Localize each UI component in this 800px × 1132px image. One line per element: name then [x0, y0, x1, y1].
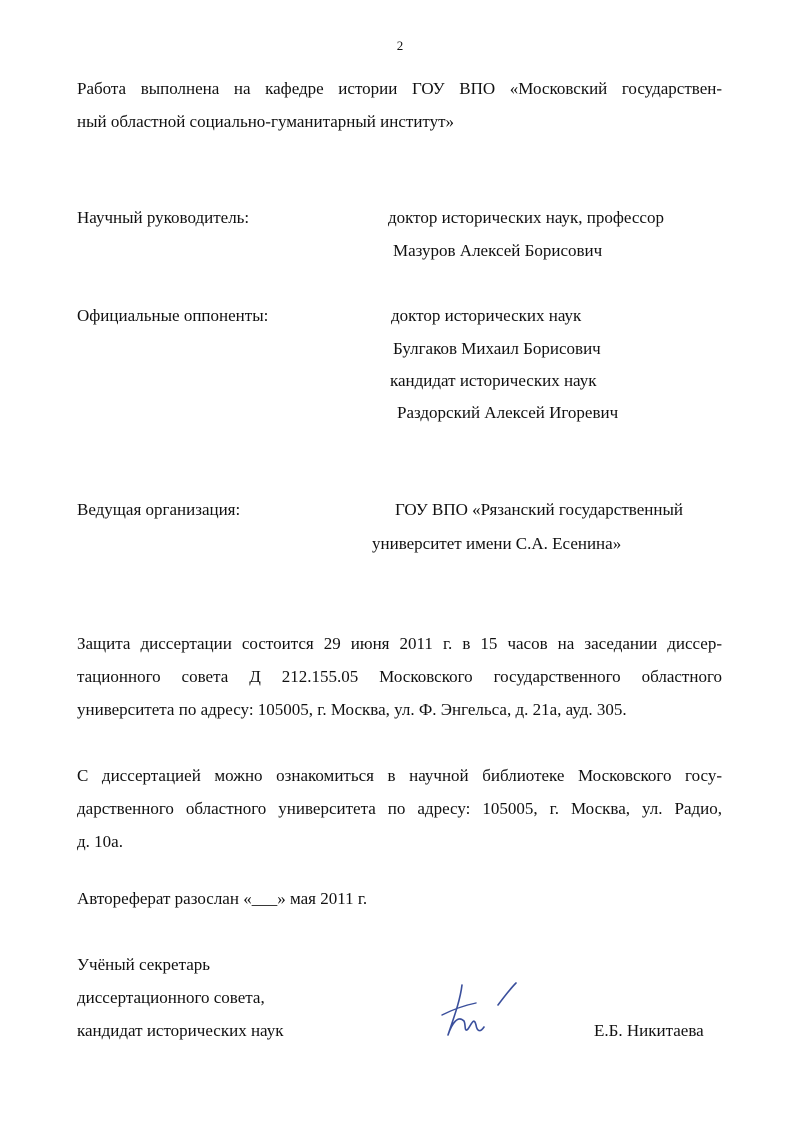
library-line-3: д. 10а.	[77, 832, 123, 851]
supervisor-label: Научный руководитель:	[77, 208, 250, 227]
defense-line-1: Защита диссертации состоится 29 июня 2011 г. в 15 часов на заседании диссер-	[77, 634, 722, 653]
library-paragraph	[77, 759, 722, 858]
opponent-1-degree: доктор исторических наук	[391, 306, 582, 325]
supervisor-name: Мазуров Алексей Борисович	[393, 241, 603, 260]
secretary-name: Е.Б. Никитаева	[594, 1021, 704, 1040]
secretary-council: диссертационного совета,	[77, 988, 265, 1007]
defense-line-3: университета по адресу: 105005, г. Москва, ул. Ф. Энгельса, д. 21а, ауд. 305.	[77, 700, 627, 719]
library-line-1: С диссертацией можно ознакомиться в научной библиотеке Московского госу-	[77, 766, 722, 785]
defense-paragraph	[77, 627, 722, 726]
secretary-degree: кандидат исторических наук	[77, 1021, 284, 1040]
intro-line-1: Работа выполнена на кафедре истории ГОУ ВПО «Московский государствен-	[77, 79, 722, 98]
supervisor-degree: доктор исторических наук, профессор	[388, 208, 664, 227]
leading-org-line-2: университет имени С.А. Есенина»	[372, 534, 622, 553]
defense-line-2: тационного совета Д 212.155.05 Московского государственного областного	[77, 667, 722, 686]
leading-org-line-1: ГОУ ВПО «Рязанский государственный	[395, 500, 683, 519]
secretary-title: Учёный секретарь	[77, 955, 211, 974]
library-line-2: дарственного областного университета по адресу: 105005, г. Москва, ул. Радио,	[77, 799, 722, 818]
leading-org-label: Ведущая организация:	[77, 500, 241, 519]
mailing-date: Автореферат разослан «___» мая 2011 г.	[77, 889, 368, 908]
opponent-2-name: Раздорский Алексей Игоревич	[397, 403, 619, 422]
opponent-1-name: Булгаков Михаил Борисович	[393, 339, 601, 358]
opponent-2-degree: кандидат исторических наук	[390, 371, 597, 390]
signature-image	[440, 975, 530, 1045]
intro-line-2: ный областной социально-гуманитарный институт»	[77, 112, 455, 131]
intro-paragraph	[77, 72, 722, 138]
opponents-label: Официальные оппоненты:	[77, 306, 269, 325]
page-number: 2	[396, 38, 404, 53]
